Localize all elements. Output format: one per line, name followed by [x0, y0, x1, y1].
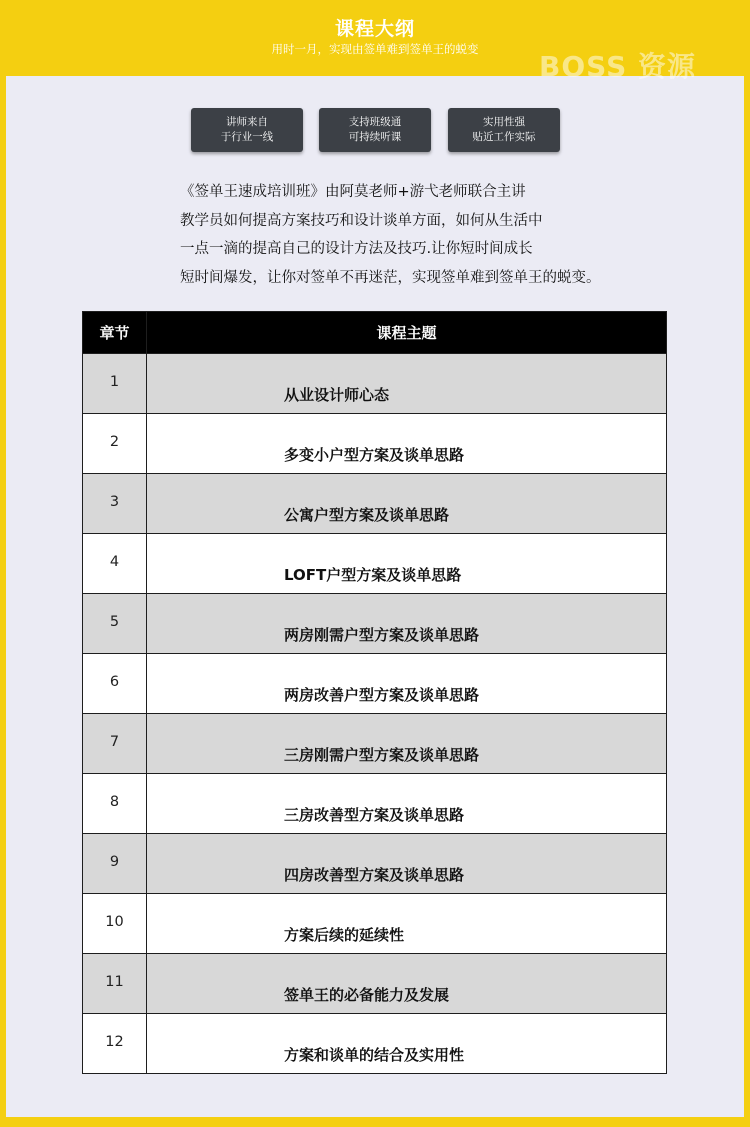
table-row [83, 654, 667, 714]
chapter-number: 4 [83, 534, 147, 594]
chapter-number: 2 [83, 414, 147, 474]
table-header-row [83, 312, 667, 354]
chapter-number: 11 [83, 954, 147, 1014]
course-intro [180, 178, 650, 292]
left-accent-bar [0, 0, 6, 1127]
column-header-topic: 课程主题 [147, 312, 667, 354]
page-subtitle: 用时一月，实现由签单难到签单王的蜕变 [271, 42, 479, 56]
table-row [83, 594, 667, 654]
intro-line: 《签单王速成培训班》由阿莫老师+游弋老师联合主讲 [180, 184, 526, 200]
chapter-number: 10 [83, 894, 147, 954]
page-title: 课程大纲 [334, 18, 415, 40]
feature-badge-class-access [319, 108, 431, 152]
table-row [83, 534, 667, 594]
chapter-number: 8 [83, 774, 147, 834]
chapter-topic: 两房改善户型方案及谈单思路 [147, 654, 667, 714]
feature-badge-line: 讲师来自 [226, 116, 268, 128]
table-row [83, 1014, 667, 1074]
table-row [83, 354, 667, 414]
chapter-topic: 从业设计师心态 [147, 354, 667, 414]
table-row [83, 414, 667, 474]
chapter-topic: 签单王的必备能力及发展 [147, 954, 667, 1014]
chapter-number: 12 [83, 1014, 147, 1074]
chapter-number: 9 [83, 834, 147, 894]
feature-badge-line: 可持续听课 [348, 131, 402, 143]
watermark-logo: BOSS 资源 [539, 50, 696, 83]
intro-line: 教学员如何提高方案技巧和设计谈单方面，如何从生活中 [180, 212, 543, 229]
feature-badge-line: 实用性强 [483, 116, 525, 128]
chapter-number: 1 [83, 354, 147, 414]
chapter-number: 6 [83, 654, 147, 714]
column-header-chapter: 章节 [83, 312, 147, 354]
chapter-number: 7 [83, 714, 147, 774]
chapter-topic: 公寓户型方案及谈单思路 [147, 474, 667, 534]
chapter-topic: 方案后续的延续性 [147, 894, 667, 954]
table-row [83, 474, 667, 534]
chapter-topic: 两房刚需户型方案及谈单思路 [147, 594, 667, 654]
feature-badge-practical [448, 108, 560, 152]
right-accent-bar [744, 0, 750, 1127]
chapter-topic: 多变小户型方案及谈单思路 [147, 414, 667, 474]
chapter-number: 3 [83, 474, 147, 534]
table-row [83, 774, 667, 834]
table-row [83, 834, 667, 894]
feature-badge-line: 于行业一线 [220, 131, 274, 143]
bottom-accent-bar [0, 1117, 750, 1127]
table-row [83, 954, 667, 1014]
chapter-number: 5 [83, 594, 147, 654]
intro-line: 一点一滴的提高自己的设计方法及技巧.让你短时间成长 [180, 241, 533, 257]
feature-badges [0, 108, 750, 154]
chapter-topic: 四房改善型方案及谈单思路 [147, 834, 667, 894]
feature-badge-line: 支持班级通 [348, 116, 402, 128]
feature-badge-line: 贴近工作实际 [472, 131, 536, 143]
chapter-topic: 方案和谈单的结合及实用性 [147, 1014, 667, 1074]
chapter-topic: 三房刚需户型方案及谈单思路 [147, 714, 667, 774]
feature-badge-instructors [191, 108, 303, 152]
chapter-topic: LOFT户型方案及谈单思路 [147, 534, 667, 594]
table-row [83, 714, 667, 774]
chapter-topic: 三房改善型方案及谈单思路 [147, 774, 667, 834]
course-outline-table [82, 311, 667, 1074]
table-row [83, 894, 667, 954]
page-header [0, 0, 750, 83]
intro-line: 短时间爆发，让你对签单不再迷茫，实现签单难到签单王的蜕变。 [180, 269, 601, 286]
